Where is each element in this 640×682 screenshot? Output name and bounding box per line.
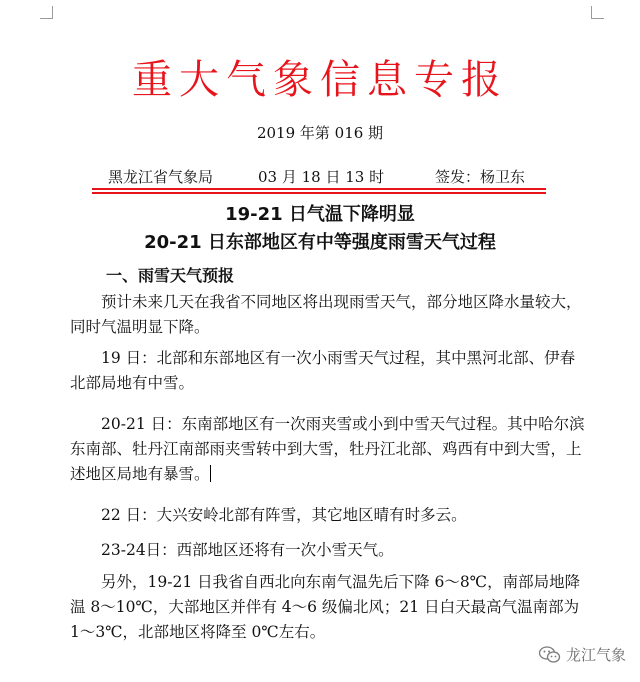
paragraph-text: 22 日：大兴安岭北部有阵雪，其它地区晴有时多云。 xyxy=(101,506,467,524)
issue-time: 03 月 18 日 13 时 xyxy=(258,168,385,186)
issue-number: 2019 年第 016 期 xyxy=(256,124,384,142)
header-divider-top xyxy=(92,188,546,190)
paragraph-text: 预计未来几天在我省不同地区将出现雨雪天气，部分地区降水量较大，同时气温明显下降。 xyxy=(70,293,582,336)
signer: 签发：杨卫东 xyxy=(435,168,526,186)
paragraph-day-20-21[interactable] xyxy=(70,412,590,487)
watermark-text: 龙江气象 xyxy=(565,646,626,664)
paragraph-text: 20-21 日：东南部地区有一次雨夹雪或小到中雪天气过程。其中哈尔滨东南部、牡丹江南部雨夹雪转中到大雪，牡丹江北部、鸡西有中到大雪，上述地区局地有暴雪。 xyxy=(70,415,585,483)
paragraph-day-23-24 xyxy=(70,538,590,563)
headline-line-2: 20-21 日东部地区有中等强度雨雪天气过程 xyxy=(144,232,496,253)
issuing-agency: 黑龙江省气象局 xyxy=(108,168,214,186)
section-heading: 一、雨雪天气预报 xyxy=(106,266,235,285)
paragraph-text: 19 日：北部和东部地区有一次小雨雪天气过程，其中黑河北部、伊春北部局地有中雪。 xyxy=(70,349,576,392)
wechat-icon xyxy=(539,646,561,664)
source-watermark xyxy=(539,644,626,665)
paragraph-temperature xyxy=(70,570,590,645)
header-divider-bottom xyxy=(92,192,546,194)
paragraph-day-22 xyxy=(70,503,590,528)
page-corner-mark-left xyxy=(40,6,53,19)
page-corner-mark-right xyxy=(591,6,604,19)
paragraph-text: 另外，19-21 日我省自西北向东南气温先后下降 6～8℃，南部局地降温 8～10℃，大部地区并伴有 4～6 级偏北风；21 日白天最高气温南部为 1～3℃，北部地区将降至 0℃左右。 xyxy=(70,573,581,641)
masthead-title: 重大气象信息专报 xyxy=(132,57,508,103)
text-cursor xyxy=(210,465,211,482)
headline-line-1: 19-21 日气温下降明显 xyxy=(225,204,415,225)
paragraph-text: 23-24日：西部地区还将有一次小雪天气。 xyxy=(101,541,394,559)
paragraph-overview xyxy=(70,290,590,340)
paragraph-day-19 xyxy=(70,346,590,396)
